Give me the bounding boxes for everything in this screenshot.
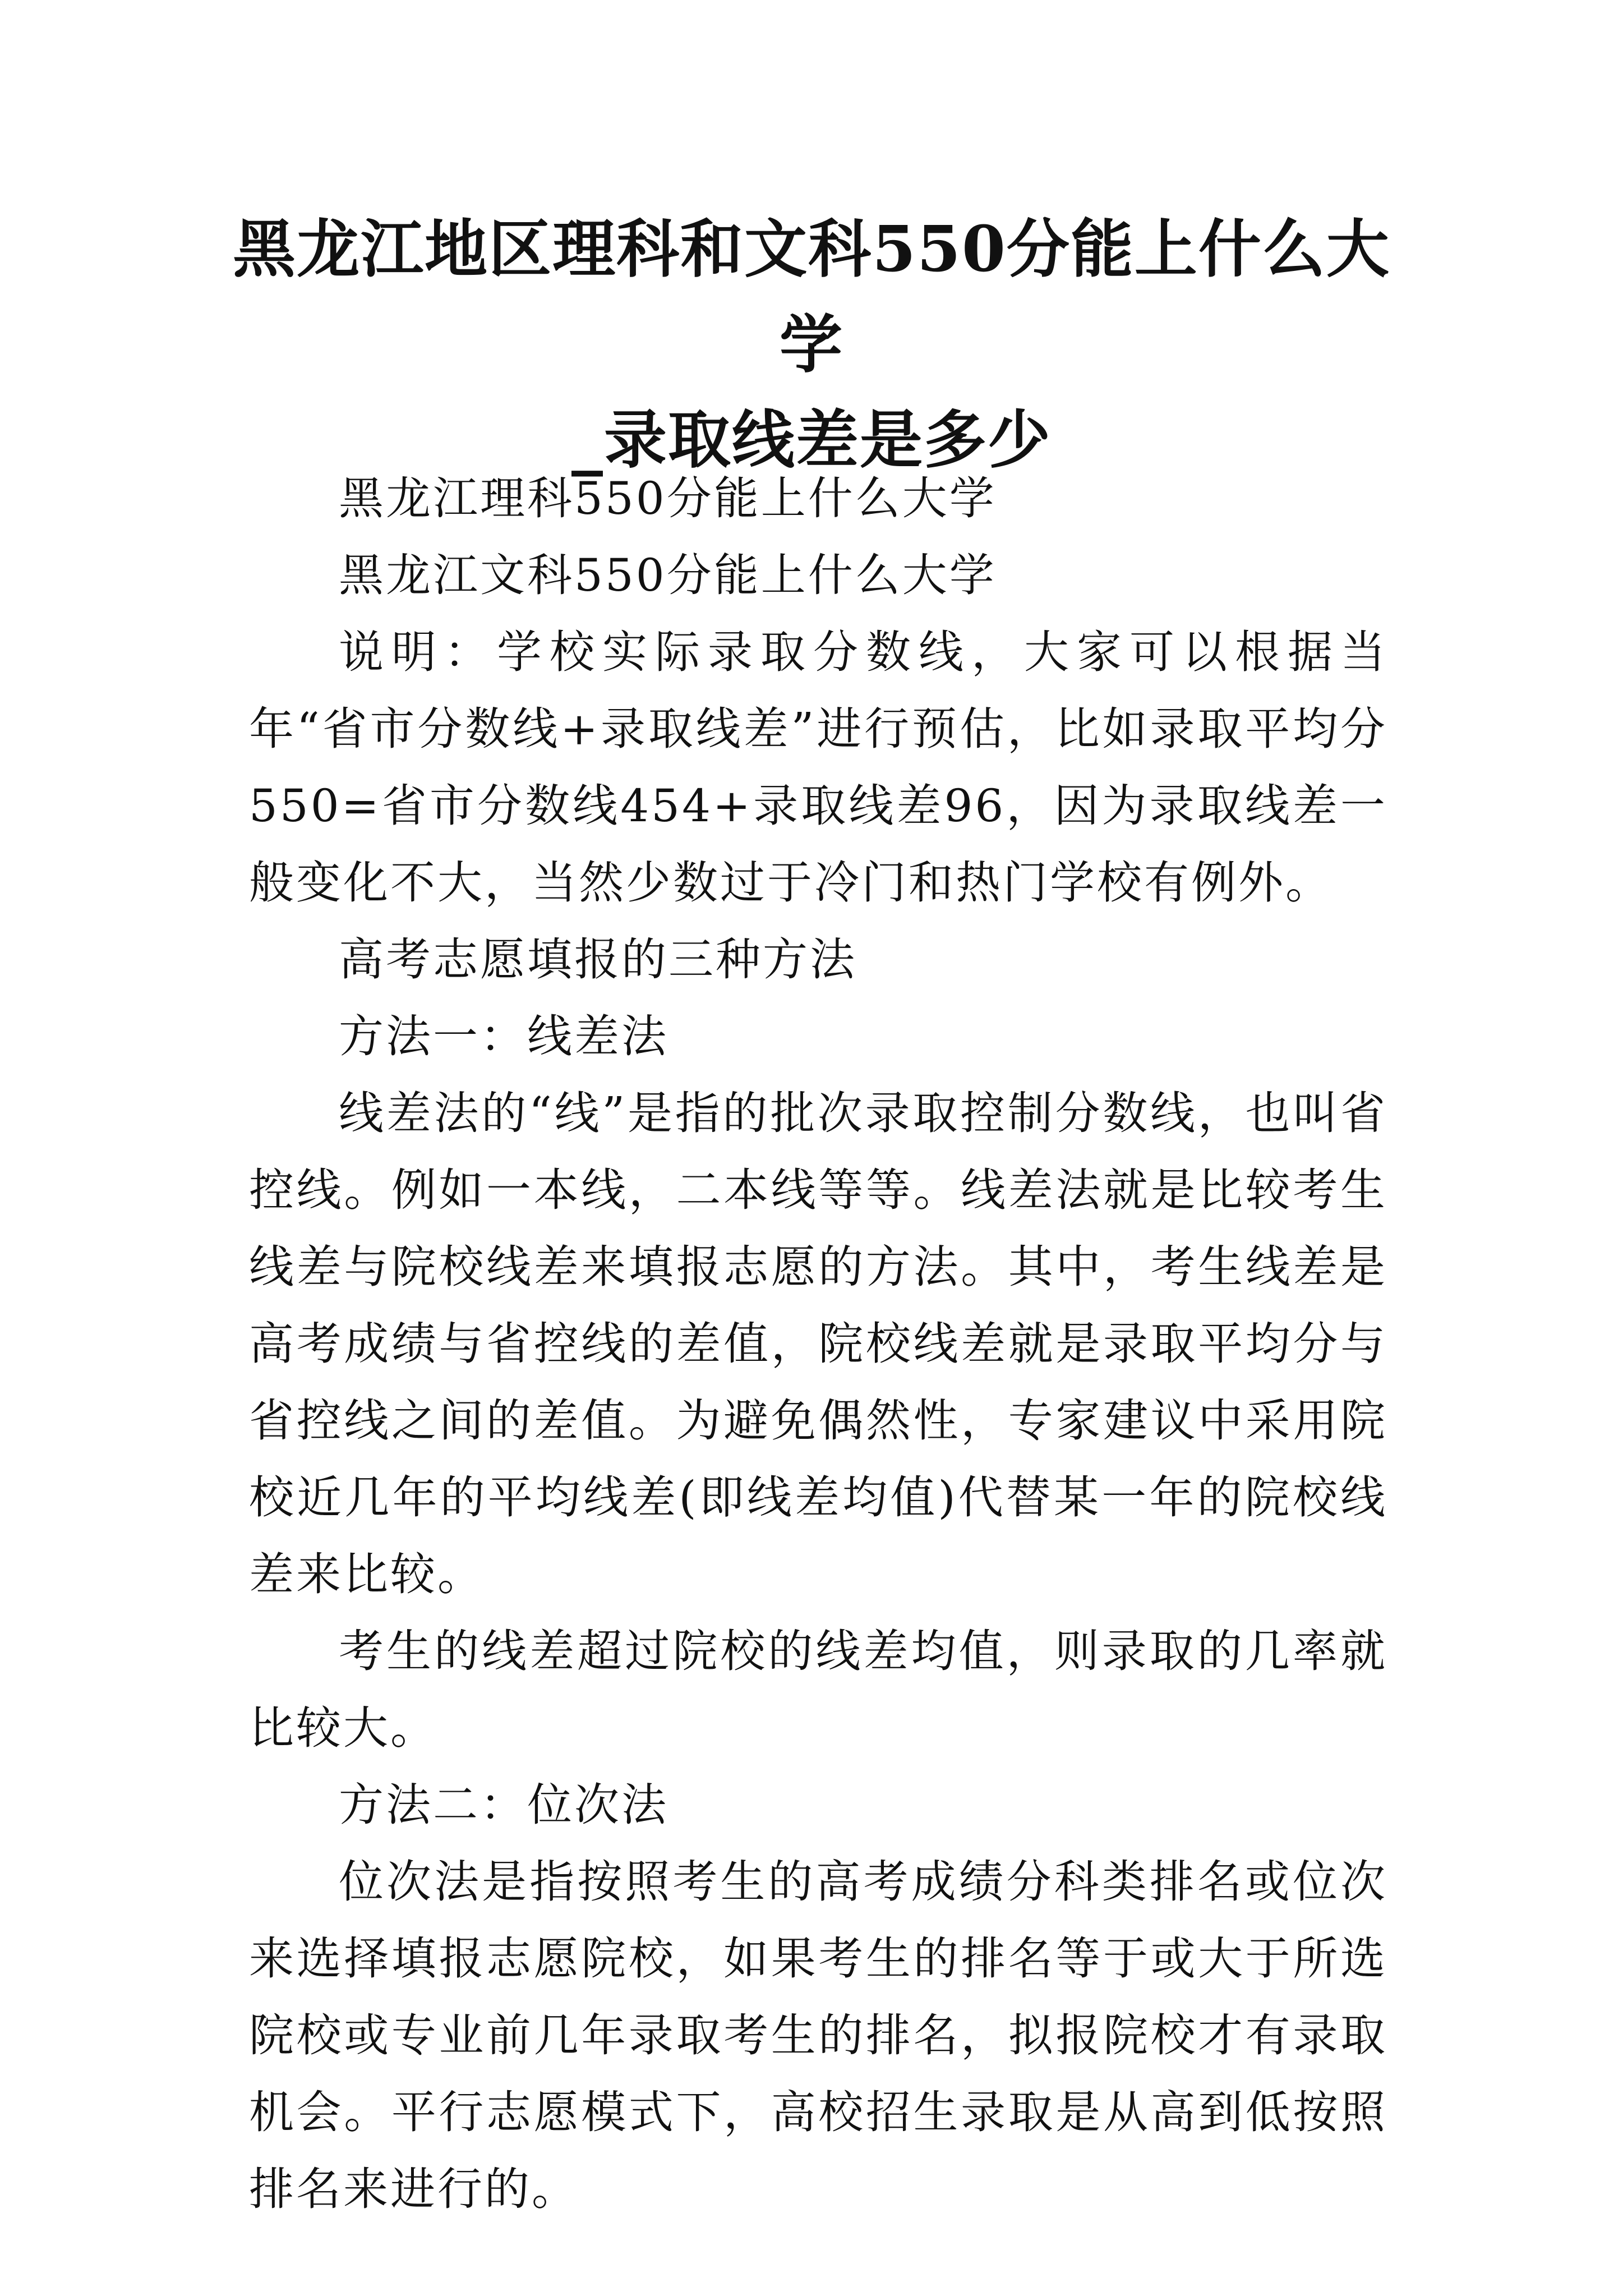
heading-science-550: 黑龙江理科550分能上什么大学 (339, 472, 997, 524)
title-line-1: 黑龙江地区理科和文科550分能上什么大学 (233, 213, 1390, 381)
paragraph-method-one-conclusion: 考生的线差超过院校的线差均值，则录取的几率就比较大。 (249, 1625, 1387, 1754)
document-title (213, 202, 1410, 488)
heading-arts-550: 黑龙江文科550分能上什么大学 (339, 549, 997, 601)
title-line-2: _录取线差是多少 (571, 403, 1052, 477)
heading-method-one: 方法一：线差法 (339, 1010, 668, 1062)
heading-method-two: 方法二：位次法 (339, 1779, 668, 1831)
heading-three-methods: 高考志愿填报的三种方法 (339, 933, 857, 986)
document-body (249, 460, 1387, 2228)
paragraph-explanation: 说明：学校实际录取分数线，大家可以根据当年“省市分数线+录取线差”进行预估，比如录取平均分550=省市分数线454+录取线差96，因为录取线差一般变化不大，当然少数过于冷门和热门学校有例外。 (249, 626, 1387, 909)
paragraph-method-two: 位次法是指按照考生的高考成绩分科类排名或位次来选择填报志愿院校，如果考生的排名等于或大于所选院校或专业前几年录取考生的排名，拟报院校才有录取机会。平行志愿模式下，高校招生录取是从高到低按照排名来进行的。 (249, 1856, 1387, 2215)
paragraph-method-one: 线差法的“线”是指的批次录取控制分数线，也叫省控线。例如一本线，二本线等等。线差法就是比较考生线差与院校线差来填报志愿的方法。其中，考生线差是高考成绩与省控线的差值，院校线差就是录取平均分与省控线之间的差值。为避免偶然性，专家建议中采用院校近几年的平均线差(即线差均值)代替某一年的院校线差来比较。 (249, 1087, 1387, 1600)
